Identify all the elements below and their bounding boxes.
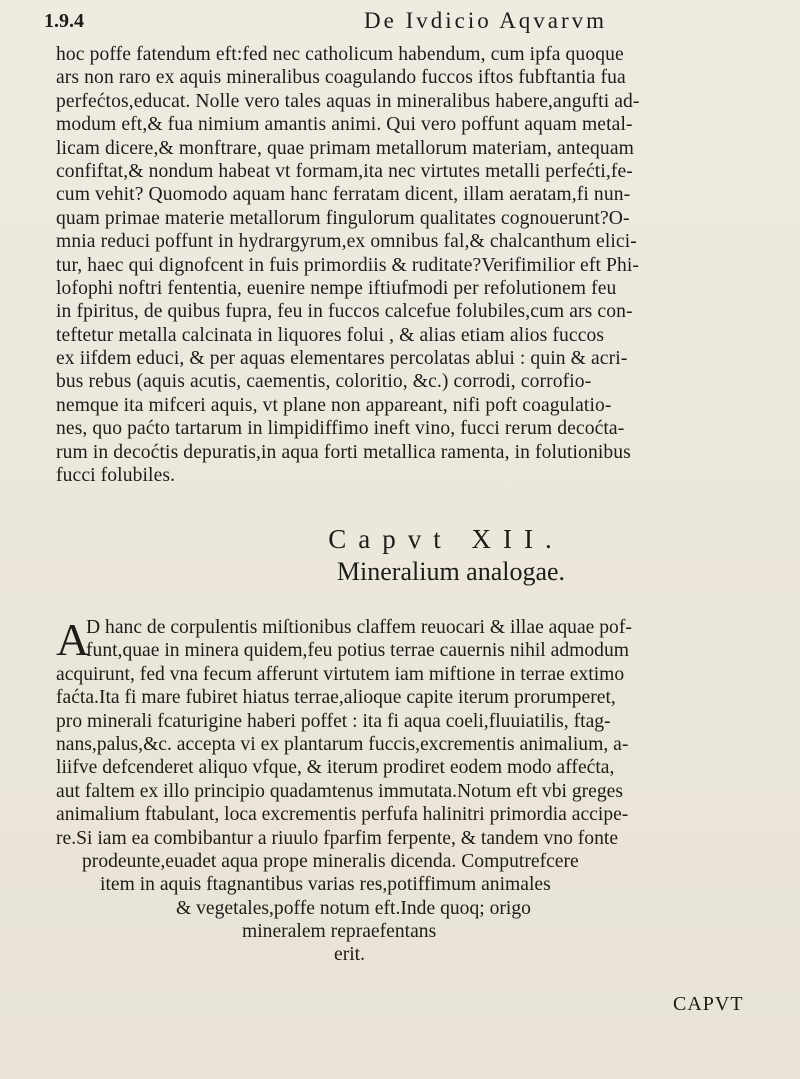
text-line: ex iifdem educi, & per aquas elementares percolatas ablui : quin & acri-: [56, 348, 628, 370]
page-header: [44, 4, 772, 38]
text-line: liifve defcenderet aliquo vfque, & iterum prodiret eodem modo affećta,: [56, 757, 615, 779]
text-line: re.Si iam ea combibantur a riuulo fparfim ferpente, & tandem vno fonte: [56, 827, 619, 849]
text-line: pro minerali fcaturigine haberi poffet : ita fi aqua coeli,fluuiatilis, ftag-: [56, 710, 611, 732]
chapter-subtitle: Mineralium analogae.: [336, 557, 566, 586]
running-title: De Ivdicio Aqvarvm: [364, 8, 608, 33]
chapter-heading: [56, 524, 786, 587]
text-line: aut faltem ex illo principio quadamtenus immutata.Notum eft vbi greges: [56, 780, 623, 802]
text-line: hoc poffe fatendum eft:fed nec catholicum habendum, cum ipfa quoque: [56, 44, 624, 65]
text-line: animalium ftabulant, loca excrementis perfufa halinitri primordia accipe-: [56, 804, 629, 826]
text-line: ars non raro ex aquis mineralibus coagulando fuccos iftos fubftantia fua: [56, 67, 626, 89]
text-line: funt,quae in minera quidem,feu potius terrae cauernis nihil admodum: [86, 640, 630, 662]
text-line: nemque ita mifceri aquis, vt plane non appareant, nifi poft coagulatio-: [56, 394, 612, 416]
text-line: erit.: [334, 944, 366, 966]
catchword: CAPVT: [673, 993, 744, 1015]
text-line: nans,palus,&c. accepta vi ex plantarum fuccis,excrementis animalium, a-: [56, 733, 629, 755]
text-line: rum in decoćtis depuratis,in aqua forti metallica ramenta, in folutionibus: [56, 441, 631, 463]
folio-number: 1.9.4: [44, 10, 84, 32]
paragraph-continued: [56, 43, 786, 487]
text-line: prodeunte,euadet aqua prope mineralis dicenda. Computrefcere: [82, 850, 579, 872]
text-line: confiftat,& nondum habeat vt formam,ita nec virtutes metalli perfećti,fe-: [56, 160, 633, 182]
text-line: fucci folubiles.: [56, 465, 176, 487]
text-line: D hanc de corpulentis miſtionibus claffem reuocari & illae aquae pof-: [86, 617, 632, 638]
text-line: in fpiritus, de quibus fupra, feu in fuccos calcefue folubiles,cum ars con-: [56, 301, 633, 323]
chapter-title: Capvt XII.: [328, 524, 564, 554]
text-line: mnia reduci poffunt in hydrargyrum,ex omnibus fal,& chalcanthum elici-: [56, 231, 637, 253]
text-line: tur, haec qui dignofcent in fuis primordiis & ruditate?Verifimilior eft Phi-: [56, 254, 640, 276]
chapter-body: [56, 616, 786, 967]
text-line: quam primae materie metallorum fingulorum qualitates cognouerunt?O-: [56, 207, 630, 229]
text-line: modum eft,& fua nimium amantis animi. Qui vero poffunt aquam metal-: [56, 114, 633, 136]
text-line: lofophi noftri fententia, euenire nempe iftiufmodi per refolutionem feu: [56, 277, 617, 299]
text-line: & vegetales,poffe notum eft.Inde quoq; origo: [176, 897, 531, 919]
text-line: cum vehit? Quomodo aquam hanc ferratam dicent, illam aeratam,fi nun-: [56, 184, 631, 206]
text-line: acquirunt, fed vna fecum afferunt virtutem iam miftione in terrae extimo: [56, 663, 625, 685]
text-line: teftetur metalla calcinata in liquores folui , & alias etiam alios fuccos: [56, 324, 605, 346]
text-line: item in aquis ftagnantibus varias res,potiffimum animales: [100, 874, 551, 896]
drop-capital: A: [56, 614, 90, 665]
text-line: bus rebus (aquis acutis, caementis, coloritio, &c.) corrodi, corrofio-: [56, 371, 592, 393]
text-line: mineralem repraefentans: [242, 921, 437, 943]
text-line: perfećtos,educat. Nolle vero tales aquas in mineralibus habere,angufti ad-: [56, 90, 640, 112]
text-line: licam dicere,& monftrare, quae primam metallorum materiam, antequam: [56, 137, 634, 159]
text-line: nes, quo paćto tartarum in limpidiffimo ineft vino, fucci rerum decoćta-: [56, 418, 625, 440]
text-line: faćta.Ita fi mare fubiret hiatus terrae,alioque capite iterum prorumperet,: [56, 687, 616, 709]
